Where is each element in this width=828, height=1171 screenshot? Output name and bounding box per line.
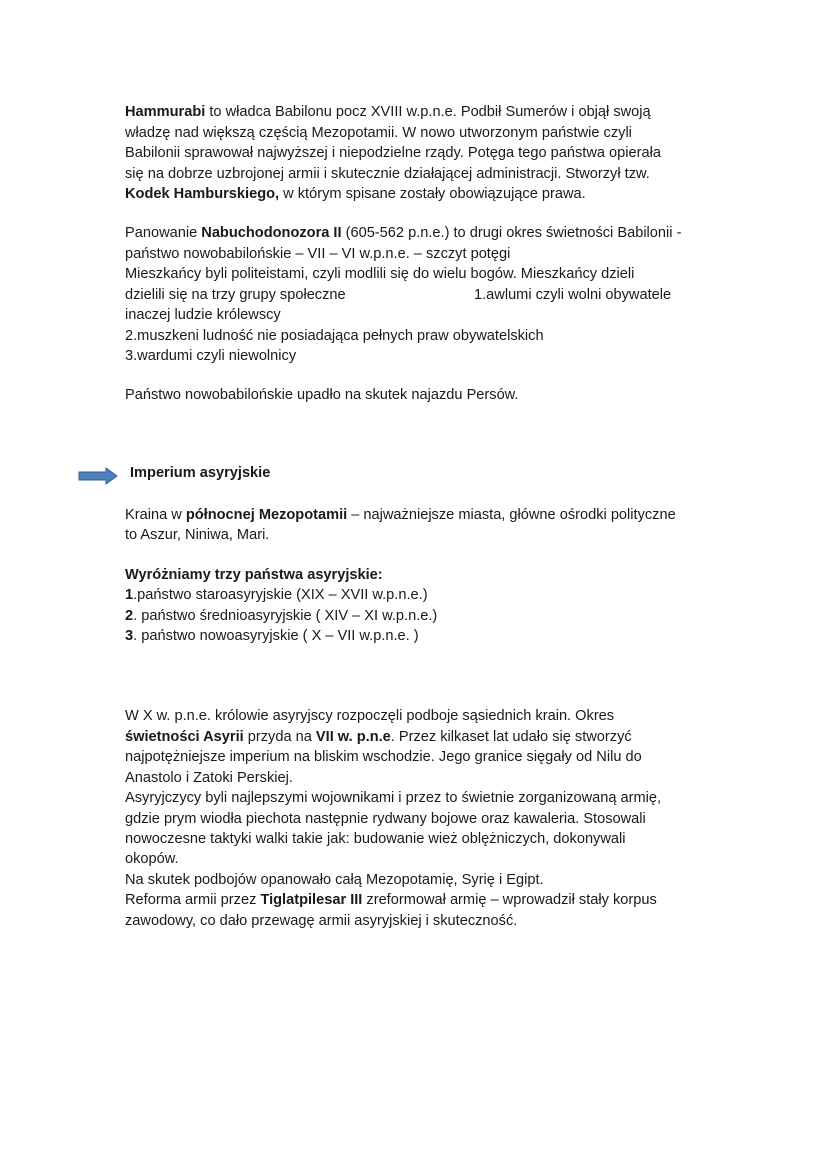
babylon-p3-line1: Państwo nowobabilońskie upadło na skutek najazdu Persów. bbox=[125, 387, 519, 403]
group-awlumi: 1.awlumi czyli wolni obywatele bbox=[474, 287, 672, 303]
assyria-p3-line3: najpotężniejsze imperium na bliskim wschodzie. Jego granice sięgały od Nilu do bbox=[125, 749, 642, 765]
section-heading-assyria: Imperium asyryjskie bbox=[130, 465, 271, 481]
assyria-p1-line1: Kraina w północnej Mezopotamii – najważniejsze miasta, główne ośrodki polityczne bbox=[125, 507, 676, 523]
assyria-p3-line6: gdzie prym wiodła piechota następnie rydwany bojowe oraz kawaleria. Stosowali bbox=[125, 811, 646, 827]
term-polnocna-mezopotamia: północnej Mezopotamii bbox=[185, 507, 348, 523]
babylon-p1-line5: Kodek Hamburskiego, w którym spisane zostały obowiązujące prawa. bbox=[125, 186, 586, 202]
term-kodek: Kodek Hamburskiego, bbox=[125, 186, 280, 202]
assyria-p3-line2: świetności Asyrii przyda na VII w. p.n.e. Przez kilkaset lat udało się stworzyć bbox=[125, 729, 632, 745]
assyria-p3-line5: Asyryjczycy byli najlepszymi wojownikami i przez to świetnie zorganizowaną armię, bbox=[125, 790, 662, 806]
list-item: 3. państwo nowoasyryjskie ( X – VII w.p.n.e. ) bbox=[125, 628, 419, 644]
babylon-p1-line4: się na dobrze uzbrojonej armii i skutecznie działającej administracji. Stworzył tzw. bbox=[125, 166, 650, 182]
babylon-p1-line3: Babilonii sprawował najwyższej i niepodzielne rządy. Potęga tego państwa opierała bbox=[125, 145, 661, 161]
list-item: 2. państwo średnioasyryjskie ( XIV – XI w.p.n.e.) bbox=[125, 608, 438, 624]
babylon-p2-line4: dzielili się na trzy grupy społeczne 1.awlumi czyli wolni obywatele bbox=[125, 287, 672, 303]
babylon-p1-line1: Hammurabi to władca Babilonu pocz XVIII w.p.n.e. Podbił Sumerów i objął swoją bbox=[125, 104, 651, 120]
term-swietnosci-asyrii: świetności Asyrii bbox=[125, 729, 244, 745]
term-hammurabi: Hammurabi bbox=[125, 104, 206, 120]
assyria-p3-line4: Anastolo i Zatoki Perskiej. bbox=[125, 770, 293, 786]
term-nabuchodonozor: Nabuchodonozora II bbox=[201, 225, 342, 241]
right-arrow-icon bbox=[78, 467, 118, 485]
assyria-p3-line9: Na skutek podbojów opanowało całą Mezopotamię, Syrię i Egipt. bbox=[125, 872, 544, 888]
assyria-p3-line1: W X w. p.n.e. królowie asyryjscy rozpoczęli podboje sąsiednich krain. Okres bbox=[125, 708, 615, 724]
babylon-p2-line2: państwo nowobabilońskie – VII – VI w.p.n.e. – szczyt potęgi bbox=[125, 246, 511, 262]
assyria-p3-line8: okopów. bbox=[125, 851, 179, 867]
assyria-p3-line10: Reforma armii przez Tiglatpilesar III zreformował armię – wprowadził stały korpus bbox=[125, 892, 657, 908]
babylon-p1-line2: władzę nad większą częścią Mezopotamii. W nowo utworzonym państwie czyli bbox=[125, 125, 632, 141]
babylon-p2-line6: 2.muszkeni ludność nie posiadająca pełnych praw obywatelskich bbox=[125, 328, 544, 344]
babylon-p2-line5: inaczej ludzie królewscy bbox=[125, 307, 281, 323]
assyria-p3-line11: zawodowy, co dało przewagę armii asyryjskiej i skuteczność. bbox=[125, 913, 518, 929]
term-vii-wiek: VII w. p.n.e bbox=[315, 729, 391, 745]
assyria-p1-line2: to Aszur, Niniwa, Mari. bbox=[125, 527, 270, 543]
babylon-p2-line1: Panowanie Nabuchodonozora II (605-562 p.n.e.) to drugi okres świetności Babilonii - bbox=[125, 225, 682, 241]
assyria-p3-line7: nowoczesne taktyki walki takie jak: budowanie wież oblężniczych, dokonywali bbox=[125, 831, 626, 847]
states-title: Wyróżniamy trzy państwa asyryjskie: bbox=[125, 567, 383, 583]
list-item: 1.państwo staroasyryjskie (XIX – XVII w.p.n.e.) bbox=[125, 587, 428, 603]
babylon-p2-line7: 3.wardumi czyli niewolnicy bbox=[125, 348, 297, 364]
babylon-p2-line3: Mieszkańcy byli politeistami, czyli modlili się do wielu bogów. Mieszkańcy dzieli bbox=[125, 266, 635, 282]
term-tiglatpilesar: Tiglatpilesar III bbox=[260, 892, 363, 908]
